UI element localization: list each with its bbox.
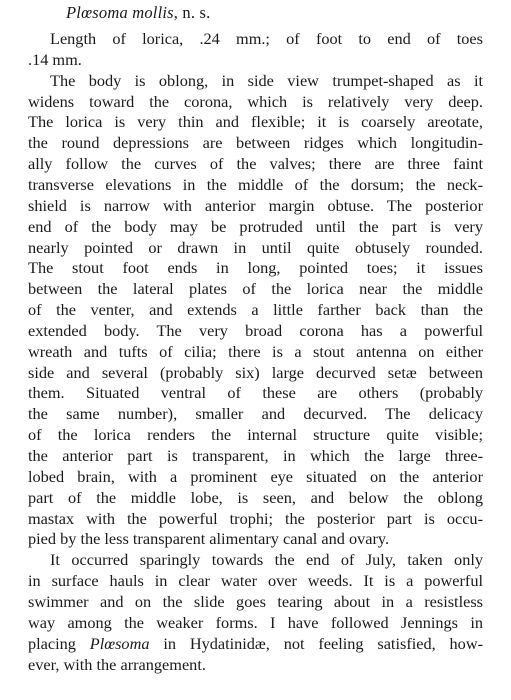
line-text: .14 mm. — [28, 49, 82, 69]
line-text: pied by the less transparent alimentary canal and ovary. — [28, 529, 390, 549]
line-text: the same number), smaller and decurved. The delicacy — [28, 404, 483, 424]
line-text: the round depressions are between ridges which longitudin- — [28, 133, 483, 153]
text-line — [28, 488, 483, 508]
species-heading — [66, 3, 210, 23]
line-text: nearly pointed or drawn in until quite obtusely rounded. — [28, 237, 483, 257]
line-text: The body is oblong, in side view trumpet-shaped as it — [50, 70, 483, 90]
line-text: ally follow the curves of the valves; there are three faint — [28, 154, 483, 174]
line-text: shield is narrow with anterior margin obtuse. The posterior — [28, 195, 483, 215]
line-text: wreath and tufts of cilia; there is a stout antenna on either — [28, 341, 483, 361]
text-line — [50, 71, 483, 91]
line-text: in surface hauls in clear water over weeds. It is a powerful — [28, 571, 483, 591]
line-text: of the lorica renders the internal structure quite visible; — [28, 425, 483, 445]
line-text: widens toward the corona, which is relatively very deep. — [28, 91, 483, 111]
text-line — [28, 571, 483, 591]
line-text: extended body. The very broad corona has a powerful — [28, 320, 483, 340]
text-line — [28, 592, 483, 612]
text-line — [28, 196, 483, 216]
text-line — [28, 92, 483, 112]
line-text: lobed brain, with a prominent eye situated on the anterior — [28, 466, 483, 486]
line-text: ever, with the arrangement. — [28, 654, 206, 674]
line-text: Length of lorica, .24 mm.; of foot to end of toes — [50, 29, 483, 48]
text-line — [28, 404, 483, 424]
text-line — [28, 175, 483, 195]
text-line — [50, 29, 483, 49]
line-text: of the venter, and extends a little farther back than the — [28, 300, 483, 320]
line-text: mastax with the powerful trophi; the posterior part is occu- — [28, 508, 483, 528]
line-text: placing — [28, 633, 90, 653]
text-line — [50, 550, 483, 570]
text-line — [28, 217, 483, 237]
line-text: end of the body may be protruded until the part is very — [28, 216, 483, 236]
line-text: the anterior part is transparent, in which the large three- — [28, 446, 483, 465]
line-text: way among the weaker forms. I have followed Jennings in — [28, 612, 483, 632]
text-line — [28, 279, 483, 299]
genus-italic: Plœsoma — [89, 633, 150, 653]
line-text: transverse elevations in the middle of the dorsum; the neck- — [28, 174, 483, 194]
line-text: swimmer and on the slide goes tearing about in a resistless — [28, 591, 483, 611]
species-note: , n. s. — [173, 3, 211, 22]
text-line — [28, 613, 483, 633]
line-text: It occurred sparingly towards the end of July, taken only — [50, 550, 483, 570]
line-text: them. Situated ventral of these are others (probably — [28, 383, 483, 403]
text-line — [28, 154, 483, 174]
line-text: side and several (probably six) large decurved setæ between — [28, 362, 483, 382]
species-name: Plœsoma mollis — [66, 3, 174, 22]
text-line — [28, 112, 483, 132]
line-text: part of the middle lobe, is seen, and below the oblong — [28, 487, 483, 507]
text-line — [28, 133, 483, 153]
text-line — [28, 446, 483, 466]
text-line — [28, 363, 483, 383]
line-text: The lorica is very thin and flexible; it is coarsely areotate, — [28, 112, 483, 132]
text-line — [28, 634, 483, 654]
text-line — [28, 238, 483, 258]
text-line — [28, 321, 483, 341]
text-line — [28, 425, 483, 445]
text-line — [28, 300, 483, 320]
text-line — [28, 529, 483, 549]
line-text: between the lateral plates of the lorica near the middle — [28, 279, 483, 299]
text-line — [28, 342, 483, 362]
text-line — [28, 383, 483, 403]
text-line — [28, 509, 483, 529]
line-text: The stout foot ends in long, pointed toes; it issues — [28, 258, 483, 278]
text-line — [28, 258, 483, 278]
text-line — [28, 467, 483, 487]
text-line — [28, 655, 483, 675]
text-line — [28, 50, 483, 70]
line-text: in Hydatinidæ, not feeling satisfied, how- — [149, 633, 483, 653]
